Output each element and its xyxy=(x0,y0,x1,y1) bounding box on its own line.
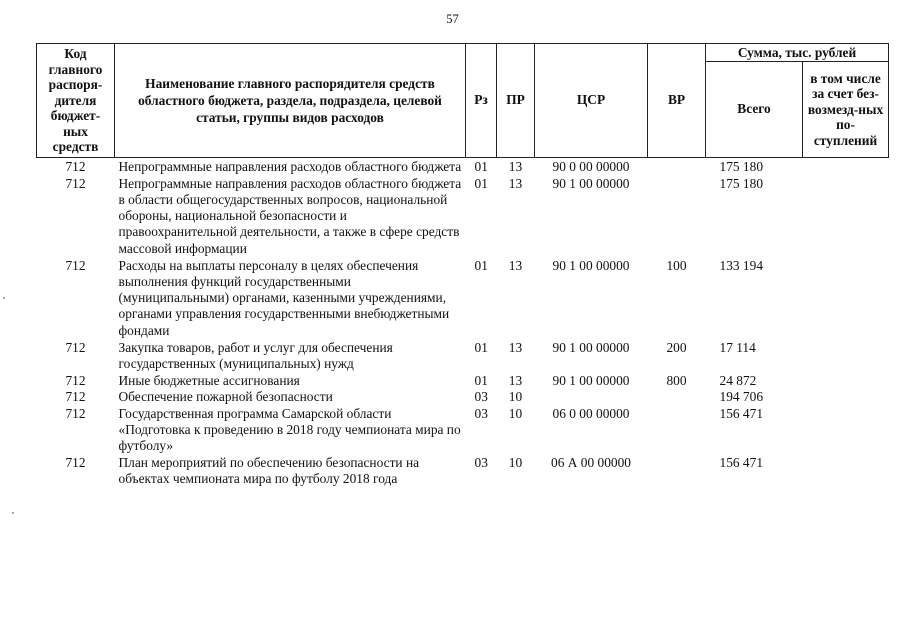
table-header xyxy=(37,44,889,158)
header-pr: ПР xyxy=(497,44,535,158)
cell-pr: 13 xyxy=(508,158,523,174)
cell-code: 712 xyxy=(65,339,86,355)
scan-speck xyxy=(12,512,14,514)
cell-vr xyxy=(648,454,706,487)
cell-name: Закупка товаров, работ и услуг для обеспечения государственных (муниципальных) нужд xyxy=(118,339,393,371)
scan-speck xyxy=(3,297,5,299)
cell-total: 175 180 xyxy=(719,175,764,191)
cell-pr: 13 xyxy=(508,373,523,389)
cell-name: Непрограммные направления расходов областного бюджета xyxy=(118,158,462,174)
header-csr: ЦСР xyxy=(535,44,648,158)
cell-vr xyxy=(648,175,706,257)
cell-csr: 90 0 00 00000 xyxy=(552,158,630,174)
cell-total: 17 114 xyxy=(719,339,756,355)
page-number: 57 xyxy=(446,12,459,26)
cell-csr: 90 1 00 00000 xyxy=(552,257,630,273)
cell-csr: 06 0 00 00000 xyxy=(552,405,630,421)
header-rz: Рз xyxy=(466,44,497,158)
cell-free xyxy=(803,339,889,372)
cell-free xyxy=(803,389,889,405)
cell-rz: 01 xyxy=(474,373,488,389)
cell-name: Непрограммные направления расходов областного бюджета в области общегосударственных вопросов, национальной обороны, национальной безопасности и правоохранительной деятельности, а также в сфере средств массовой информации xyxy=(118,175,462,256)
table-row xyxy=(37,406,889,455)
cell-code: 712 xyxy=(65,257,86,273)
cell-free xyxy=(803,372,889,389)
cell-rz: 03 xyxy=(474,389,488,405)
cell-free xyxy=(803,157,889,175)
header-vr: ВР xyxy=(648,44,706,158)
header-code: Код главного распоря-дителя бюджет-ных средств xyxy=(37,44,115,158)
cell-vr: 800 xyxy=(666,373,687,389)
cell-name: План мероприятий по обеспечению безопасности на объектах чемпионата мира по футболу 2018 года xyxy=(118,455,420,487)
cell-total: 175 180 xyxy=(719,158,764,174)
cell-rz: 01 xyxy=(474,339,488,355)
cell-pr: 13 xyxy=(508,175,523,191)
header-name: Наименование главного распорядителя средств областного бюджета, раздела, подраздела, целевой статьи, группы видов расходов xyxy=(115,44,466,158)
cell-pr: 10 xyxy=(508,389,523,405)
cell-free xyxy=(803,454,889,487)
cell-csr: 90 1 00 00000 xyxy=(552,339,630,355)
cell-code: 712 xyxy=(65,175,86,191)
cell-csr: 06 А 00 00000 xyxy=(551,455,631,471)
table-row xyxy=(37,157,889,175)
cell-total: 133 194 xyxy=(719,257,764,273)
cell-name: Иные бюджетные ассигнования xyxy=(118,373,300,389)
cell-rz: 03 xyxy=(474,405,488,421)
cell-rz: 01 xyxy=(474,158,488,174)
table-row xyxy=(37,257,889,339)
cell-rz: 01 xyxy=(474,257,488,273)
cell-vr xyxy=(648,389,706,405)
cell-code: 712 xyxy=(65,158,86,174)
cell-csr xyxy=(535,389,648,405)
table-body xyxy=(37,157,889,488)
cell-total: 24 872 xyxy=(719,373,757,389)
table-row xyxy=(37,389,889,405)
cell-free xyxy=(803,257,889,339)
cell-csr: 90 1 00 00000 xyxy=(552,373,630,389)
cell-vr: 100 xyxy=(666,257,687,273)
cell-free xyxy=(803,175,889,257)
cell-code: 712 xyxy=(65,389,86,405)
table-row xyxy=(37,454,889,487)
cell-rz: 03 xyxy=(474,455,488,471)
cell-name: Обеспечение пожарной безопасности xyxy=(118,389,333,405)
cell-total: 156 471 xyxy=(719,455,764,471)
cell-code: 712 xyxy=(65,455,86,471)
cell-code: 712 xyxy=(65,405,86,421)
table-row xyxy=(37,175,889,257)
header-free: в том числе за счет без-возмезд-ных по-ступлений xyxy=(803,62,889,158)
table-row xyxy=(37,339,889,372)
cell-vr xyxy=(648,157,706,175)
cell-name: Государственная программа Самарской области «Подготовка к проведению в 2018 году чемпионата мира по футболу» xyxy=(118,405,461,453)
table-row xyxy=(37,372,889,389)
cell-total: 156 471 xyxy=(719,405,764,421)
cell-vr: 200 xyxy=(666,339,687,355)
header-total: Всего xyxy=(706,62,803,158)
cell-code: 712 xyxy=(65,373,86,389)
cell-csr: 90 1 00 00000 xyxy=(552,175,630,191)
cell-total: 194 706 xyxy=(719,389,764,405)
cell-pr: 13 xyxy=(508,257,523,273)
cell-name: Расходы на выплаты персоналу в целях обеспечения выполнения функций государственными (муниципальными) органами, казенными учреждениями, органами управления государственными внебюджетными фондами xyxy=(118,257,450,338)
cell-vr xyxy=(648,406,706,455)
cell-rz: 01 xyxy=(474,175,488,191)
cell-pr: 13 xyxy=(508,339,523,355)
cell-pr: 10 xyxy=(508,455,523,471)
cell-pr: 10 xyxy=(508,405,523,421)
budget-table xyxy=(36,43,889,488)
cell-free xyxy=(803,406,889,455)
header-sum: Сумма, тыс. рублей xyxy=(706,44,889,62)
